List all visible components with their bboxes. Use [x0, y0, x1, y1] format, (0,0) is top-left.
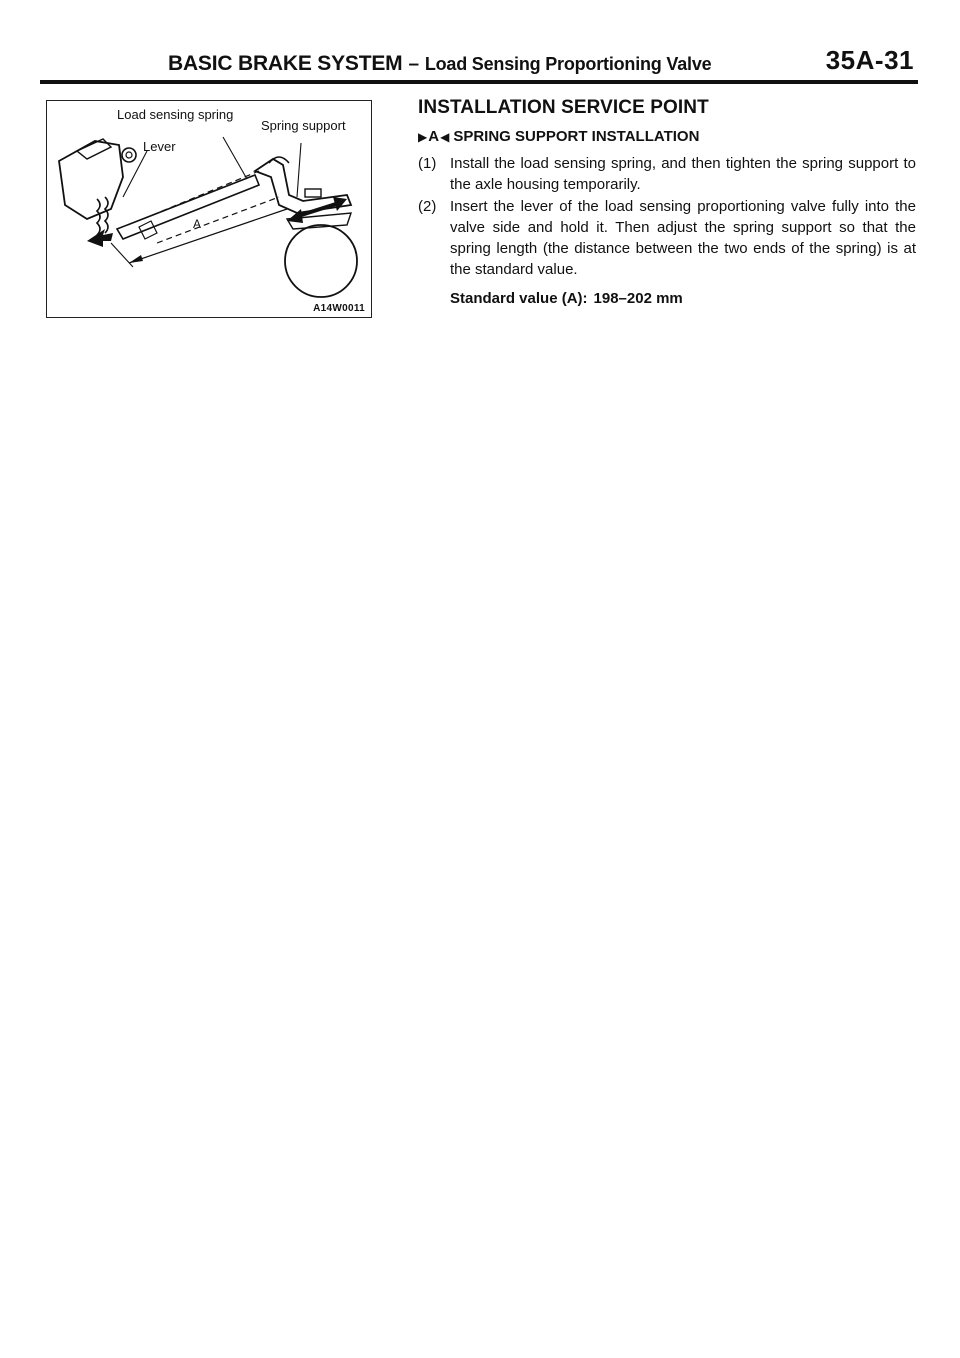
procedure-heading [418, 128, 916, 145]
procedure-marker-letter: A [428, 128, 440, 145]
leader-support [297, 143, 301, 197]
step-number: (2) [418, 198, 437, 215]
leader-load-spring [223, 137, 247, 179]
valve-coils [97, 199, 100, 235]
valve-spring-diagram [47, 101, 373, 319]
adjust-arrow-head-right [333, 197, 347, 211]
procedure-title: SPRING SUPPORT INSTALLATION [453, 128, 700, 145]
spring-dashed-2 [157, 197, 279, 243]
figure-code: A14W0011 [313, 303, 365, 314]
marker-right-triangle-icon: ▶ [418, 129, 428, 144]
illustration-figure [46, 100, 372, 318]
dimension-arrow-left [129, 255, 143, 263]
label-dimension-a: A [193, 217, 202, 231]
label-load-sensing-spring: Load sensing spring [117, 107, 234, 122]
label-lever: Lever [143, 139, 176, 154]
step-item [400, 153, 916, 195]
standard-value-number: 198–202 mm [593, 290, 683, 307]
dimension-line [129, 209, 287, 263]
page-number: 35A-31 [825, 45, 914, 75]
marker-left-triangle-icon: ◀ [440, 129, 450, 144]
step-item [400, 196, 916, 280]
support-clamp [305, 189, 321, 197]
page-title [168, 52, 711, 76]
valve-bolt [122, 148, 136, 162]
page-header [40, 46, 918, 84]
title-sub: Load Sensing Proportioning Valve [424, 54, 712, 74]
dimension-ext-left [111, 243, 133, 267]
section-heading: INSTALLATION SERVICE POINT [418, 97, 709, 118]
standard-value [450, 288, 916, 309]
label-spring-support: Spring support [261, 118, 346, 133]
axle-housing [285, 225, 357, 297]
title-separator: – [408, 54, 419, 75]
lever-detail [139, 221, 157, 239]
valve-bolt-inner [126, 152, 132, 158]
adjust-arrow-head-left [287, 209, 303, 223]
standard-value-label: Standard value (A): [450, 290, 588, 307]
lever-bar [117, 175, 259, 239]
title-main: BASIC BRAKE SYSTEM [168, 52, 403, 75]
step-text: Insert the lever of the load sensing proportioning valve fully into the valve side and hold it. Then adjust the spring support so that the spring length (the distance between the two ends of the spring) is at the standard value. [450, 198, 916, 278]
installation-section [400, 97, 916, 309]
valve-body [59, 141, 123, 219]
step-number: (1) [418, 155, 437, 172]
steps-list [400, 153, 916, 280]
step-text: Install the load sensing spring, and then tighten the spring support to the axle housing temporarily. [450, 155, 916, 193]
valve-coils-2 [105, 197, 108, 233]
